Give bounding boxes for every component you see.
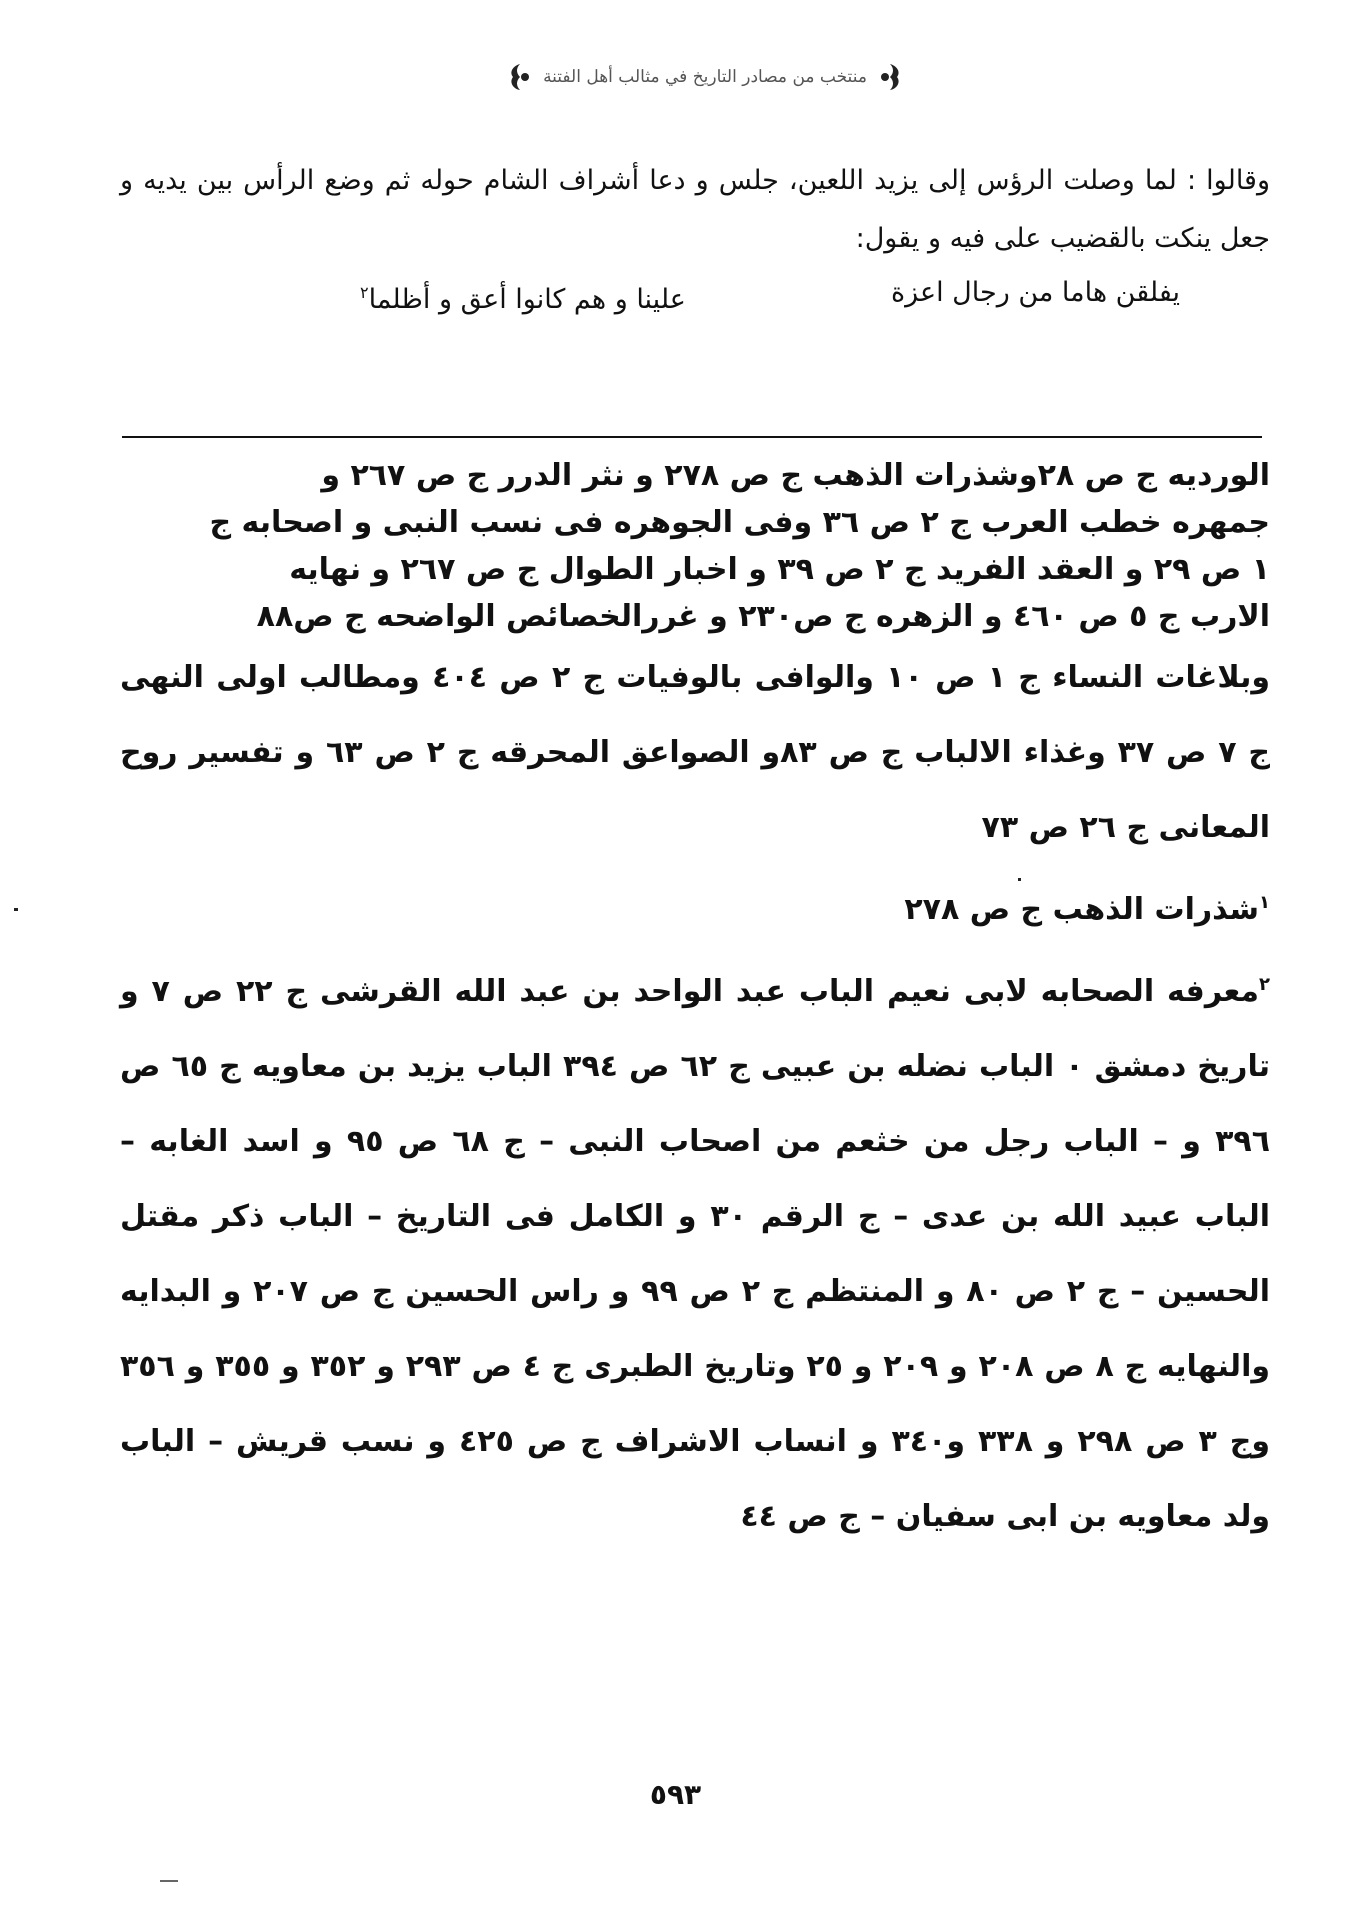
- footnote-divider: [122, 436, 1262, 438]
- scan-speck: [14, 908, 18, 911]
- page-number: ٥٩٣: [649, 1778, 702, 1811]
- footnote-tail-text: وبلاغات النساء ج ١ ص ١٠ والوافى بالوفيات ج ٢ ص ٤٠٤ ومطالب اولى النهى ج ٧ ص ٣٧ وغذاء الالباب ج ص ٨٣و الصواعق المحرقه ج ٢ ص ٦٣ و تفسير روح المعانى ج ٢٦ ص ٧٣: [120, 660, 1271, 845]
- ornament-left-icon: [507, 62, 533, 92]
- poem-verse: [360, 268, 1180, 318]
- verse-second-hemistich: علينا و هم كانوا أعق و أظلما$^٢$: [360, 283, 686, 315]
- scan-speck: [160, 1880, 178, 1882]
- footnote-line: جمهره خطب العرب ج ٢ ص ٣٦ وفى الجوهره فى نسب النبى و اصحابه ج: [209, 505, 1270, 540]
- ornament-right-icon: [877, 62, 903, 92]
- footnote-1: [120, 865, 1270, 947]
- footnotes-section: [120, 452, 1270, 1554]
- footnote-1-marker: ١: [1259, 892, 1270, 913]
- footnote-reference: ٢: [360, 283, 369, 302]
- footnote-2-text: معرفه الصحابه لابى نعيم الباب عبد الواحد بن عبد الله القرشى ج ٢٢ ص ٧ و تاريخ دمشق ٠ الباب نضله بن عبيى ج ٦٢ ص ٣٩٤ الباب يزيد بن معاويه ج ٦٥ ص ٣٩٦ و – الباب رجل من خثعم من اصحاب النبى – ج ٦٨ ص ٩٥ و اسد الغابه – الباب عبيد الله بن عدى – ج الرقم ٣٠ و الكامل فى التاريخ – الباب ذكر مقتل الحسين – ج ٢ ص ٨٠ و المنتظم ج ٢ ص ٩٩ و راس الحسين ج ص ٢٠٧ و البدايه والنهايه ج ٨ ص ٢٠٨ و ٢٠٩ و ٢٥ وتاريخ الطبرى ج ٤ ص ٢٩٣ و ٣٥٢ و ٣٥٥ و ٣٥٦ وج ٣ ص ٢٩٨ و ٣٣٨ و٣٤٠ و انساب الاشراف ج ص ٤٢٥ و نسب قريش – الباب ولد معاويه بن ابى سفيان – ج ص ٤٤: [120, 974, 1271, 1534]
- main-paragraph: وقالوا : لما وصلت الرؤس إلى يزيد اللعين، جلس و دعا أشراف الشام حوله ثم وضع الرأس بين يديه و جعل ينكت بالقضيب على فيه و يقول:: [120, 165, 1270, 254]
- footnote-line: الارب ج ٥ ص ٤٦٠ و الزهره ج ص٢٣٠ و غررالخصائص الواضحه ج ص٨٨: [256, 599, 1270, 634]
- footnote-2: [120, 947, 1270, 1554]
- scan-speck: [1018, 878, 1021, 881]
- footnote-line: ١ ص ٢٩ و العقد الفريد ج ٢ ص ٣٩ و اخبار الطوال ج ص ٢٦٧ و نهايه: [289, 552, 1270, 587]
- verse-first-hemistich: يفلقن هاما من رجال اعزة: [890, 277, 1180, 308]
- footnote-continued-dense: [120, 452, 1270, 640]
- running-header: [475, 52, 935, 102]
- footnote-line: الورديه ج ص ٢٨وشذرات الذهب ج ص ٢٧٨ و نثر الدرر ج ص ٢٦٧ و: [321, 458, 1270, 493]
- header-title: منتخب من مصادر التاريخ في مثالب أهل الفتنة: [543, 67, 867, 87]
- footnote-continued-tail: [120, 640, 1270, 1554]
- footnote-1-text: شذرات الذهب ج ص ٢٧٨: [904, 892, 1259, 927]
- footnote-2-marker: ٢: [1259, 974, 1270, 995]
